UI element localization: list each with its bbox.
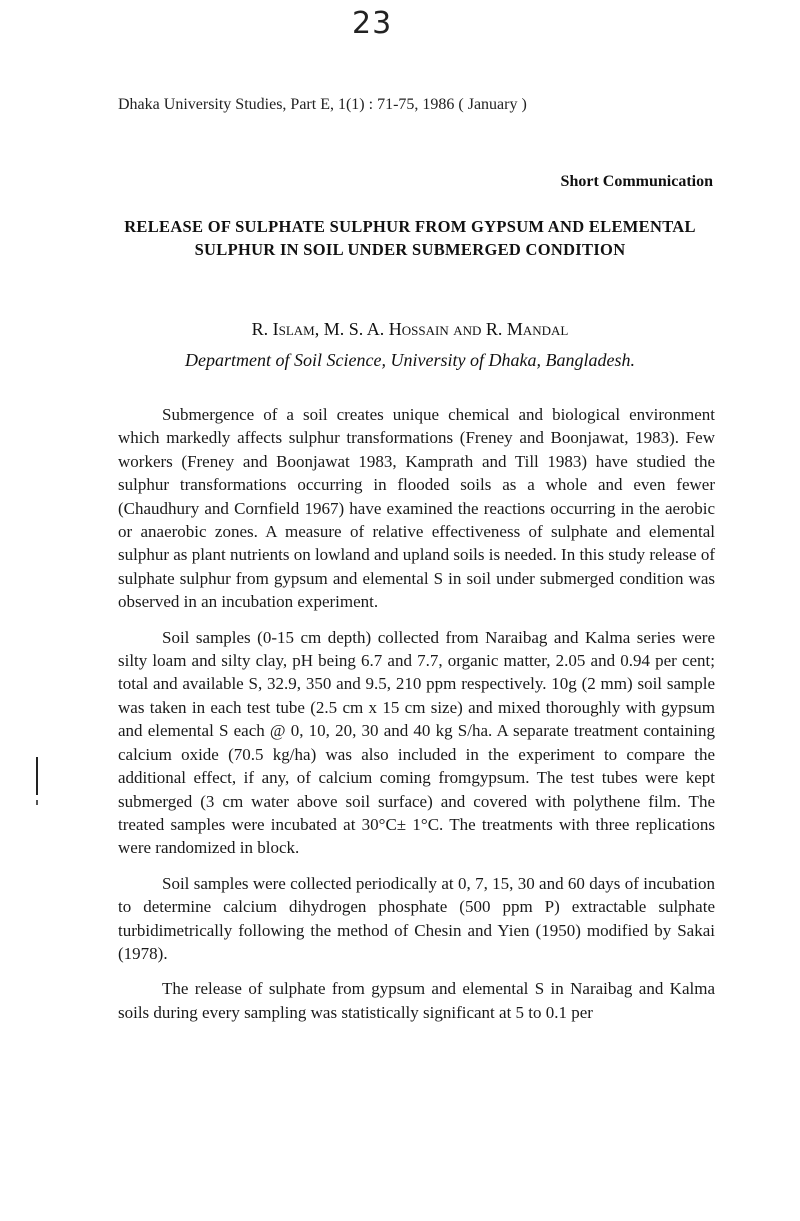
body-paragraph-3: Soil samples were collected periodically at 0, 7, 15, 30 and 60 days of incubation to determine calcium dihydrogen phosphate (500 ppm P) extractable sulphate turbidimetrically following the method of Chesin and Yien (1950) modified by Sakai (1978). [118, 873, 715, 963]
margin-dot-mark [36, 800, 38, 805]
article-body [118, 403, 715, 1036]
handwritten-page-number: 23 [352, 6, 393, 41]
body-paragraph-4: The release of sulphate from gypsum and elemental S in Naraibag and Kalma soils during every sampling was statistically significant at 5 to 0.1 per [118, 979, 715, 1022]
author-list: R. Islam, M. S. A. Hossain and R. Mandal [251, 319, 569, 339]
body-paragraph-2: Soil samples (0-15 cm depth) collected from Naraibag and Kalma series were silty loam and silty clay, pH being 6.7 and 7.7, organic matter, 2.05 and 0.94 per cent; total and available S, 32.9, 350 and 9.5, 210 ppm respectively. 10g (2 mm) soil sample was taken in each test tube (2.5 cm x 15 cm size) and mixed thoroughly with gypsum and elemental S each @ 0, 10, 20, 30 and 40 kg S/ha. A separate treatment containing calcium oxide (70.5 kg/ha) was also included in the experiment to compare the additional effect, if any, of calcium coming fromgypsum. The test tubes were kept submerged (3 cm water above soil surface) and covered with polythene film. The treated samples were incubated at 30°C± 1°C. The treatments with three replications were randomized in block. [118, 627, 715, 858]
article-type-label: Short Communication [560, 173, 713, 190]
journal-reference: Dhaka University Studies, Part E, 1(1) : 71-75, 1986 ( January ) [118, 96, 527, 113]
author-affiliation: Department of Soil Science, University of Dhaka, Bangladesh. [185, 350, 635, 370]
body-paragraph-1: Submergence of a soil creates unique chemical and biological environment which markedly affects sulphur transformations (Freney and Boonjawat, 1983). Few workers (Freney and Boonjawat 1983, Kamprath and Till 1983) have studied the sulphur transformations occurring in flooded soils as a whole and even fewer (Chaudhury and Cornfield 1967) have examined the reactions occurring in the aerobic or anaerobic zones. A measure of relative effectiveness of sulphate and elemental sulphur as plant nutrients on lowland and upland soils is needed. In this study release of sulphate sulphur from gypsum and elemental S in soil under submerged condition was observed in an incubation experiment. [118, 405, 715, 612]
margin-revision-mark [36, 757, 38, 795]
article-title: RELEASE OF SULPHATE SULPHUR FROM GYPSUM AND ELEMENTAL SULPHUR IN SOIL UNDER SUBMERGED CONDITION [124, 217, 696, 259]
